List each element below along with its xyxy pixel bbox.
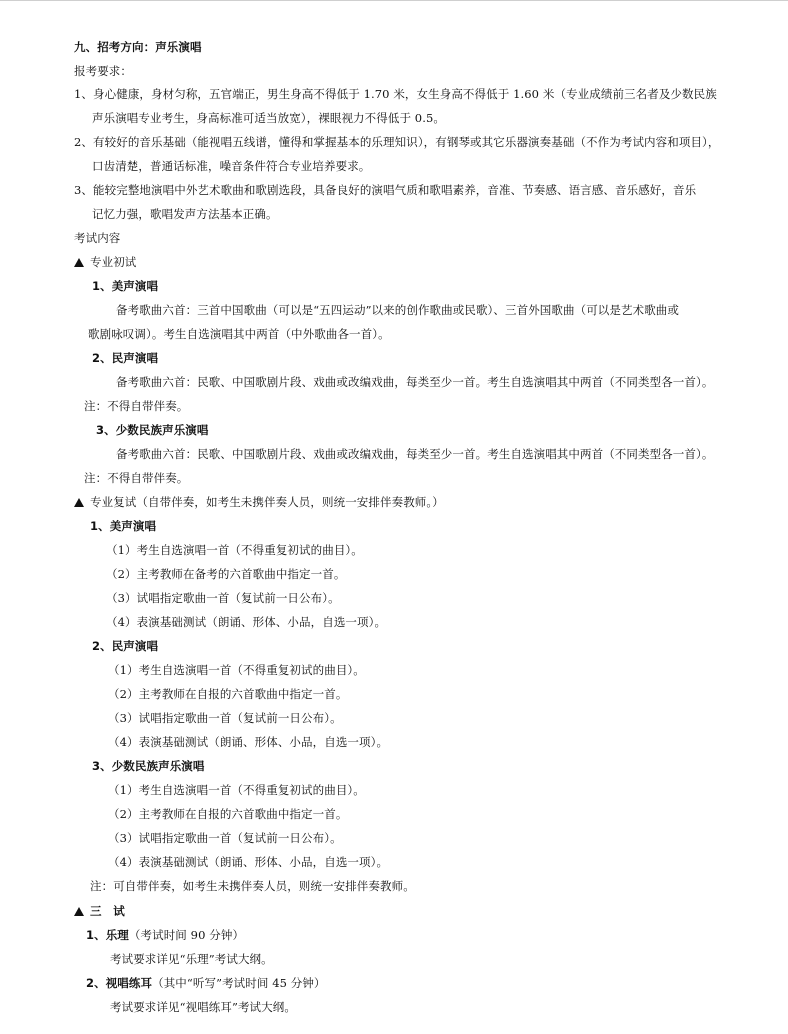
third-test-heading [74, 903, 125, 919]
retest-item-1-sub-2: （2）主考教师在备考的六首歌曲中指定一首。 [106, 567, 346, 581]
retest-item-3-sub-3: （3）试唱指定歌曲一首（复试前一日公布）。 [108, 831, 342, 845]
third-item-1-body: 考试要求详见“乐理”考试大纲。 [110, 952, 273, 966]
prelim-item-2-line-1: 备考歌曲六首：民歌、中国歌剧片段、戏曲或改编戏曲，每类至少一首。考生自选演唱其中两首（不同类型各一首）。 [116, 375, 714, 389]
retest-label: 专业复试（自带伴奏，如考生未携伴奏人员，则统一安排伴奏教师。） [90, 495, 444, 509]
retest-item-3-sub-4: （4）表演基础测试（朗诵、形体、小品，自选一项）。 [108, 855, 389, 869]
requirement-1-line-1: 1、身心健康，身材匀称，五官端正，男生身高不得低于 1.70 米，女生身高不得低于 1.60 米（专业成绩前三名者及少数民族 [74, 87, 717, 101]
requirement-1-line-2: 声乐演唱专业考生，身高标准可适当放宽），裸眼视力不得低于 0.5。 [92, 111, 445, 125]
prelim-item-1-title: 1、美声演唱 [92, 279, 159, 293]
retest-item-1-sub-3: （3）试唱指定歌曲一首（复试前一日公布）。 [106, 591, 340, 605]
exam-content-title: 考试内容 [74, 231, 121, 245]
requirement-2-line-2: 口齿清楚，普通话标准，噪音条件符合专业培养要求。 [92, 159, 371, 173]
requirement-2-line-1: 2、有较好的音乐基础（能视唱五线谱，懂得和掌握基本的乐理知识），有钢琴或其它乐器演奏基础（不作为考试内容和项目）， [74, 135, 720, 149]
retest-item-2-title: 2、民声演唱 [92, 639, 159, 653]
prelim-item-1-line-2: 歌剧咏叹调）。考生自选演唱其中两首（中外歌曲各一首）。 [88, 327, 390, 341]
requirements-title: 报考要求： [74, 64, 132, 78]
music-theory-duration: （考试时间 90 分钟） [128, 928, 245, 942]
triangle-bullet-icon [74, 258, 84, 267]
prelim-item-2-title: 2、民声演唱 [92, 351, 159, 365]
retest-item-3-title: 3、少数民族声乐演唱 [92, 759, 205, 773]
prelim-item-3-note: 注：不得自带伴奏。 [84, 471, 189, 485]
third-test-label: 三 试 [90, 904, 125, 918]
sight-singing-duration: （其中“听写”考试时间 45 分钟） [152, 976, 326, 990]
retest-item-2-sub-4: （4）表演基础测试（朗诵、形体、小品，自选一项）。 [108, 735, 389, 749]
prelim-item-3-title: 3、少数民族声乐演唱 [96, 423, 209, 437]
retest-note: 注：可自带伴奏，如考生未携伴奏人员，则统一安排伴奏教师。 [90, 879, 415, 893]
requirement-3-line-2: 记忆力强，歌唱发声方法基本正确。 [92, 207, 278, 221]
retest-item-2-sub-2: （2）主考教师在自报的六首歌曲中指定一首。 [108, 687, 348, 701]
third-item-2-body: 考试要求详见“视唱练耳”考试大纲。 [110, 1000, 296, 1014]
prelim-item-2-note: 注：不得自带伴奏。 [84, 399, 189, 413]
triangle-bullet-icon [74, 498, 84, 507]
music-theory-label: 1、乐理 [86, 928, 129, 942]
third-item-2-title [86, 975, 326, 991]
requirement-3-line-1: 3、能较完整地演唱中外艺术歌曲和歌剧选段，具备良好的演唱气质和歌唱素养，音准、节奏感、语言感、音乐感好，音乐 [74, 183, 697, 197]
retest-item-2-sub-1: （1）考生自选演唱一首（不得重复初试的曲目）。 [108, 663, 365, 677]
section-heading: 九、招考方向：声乐演唱 [74, 40, 202, 54]
retest-item-1-sub-4: （4）表演基础测试（朗诵、形体、小品，自选一项）。 [106, 615, 387, 629]
prelim-label: 专业初试 [90, 255, 137, 269]
retest-item-3-sub-2: （2）主考教师在自报的六首歌曲中指定一首。 [108, 807, 348, 821]
triangle-bullet-icon [74, 907, 84, 916]
retest-heading [74, 494, 444, 510]
third-item-1-title [86, 927, 244, 943]
prelim-heading [74, 254, 136, 270]
retest-item-2-sub-3: （3）试唱指定歌曲一首（复试前一日公布）。 [108, 711, 342, 725]
retest-item-1-sub-1: （1）考生自选演唱一首（不得重复初试的曲目）。 [106, 543, 363, 557]
retest-item-3-sub-1: （1）考生自选演唱一首（不得重复初试的曲目）。 [108, 783, 365, 797]
sight-singing-label: 2、视唱练耳 [86, 976, 153, 990]
prelim-item-3-line-1: 备考歌曲六首：民歌、中国歌剧片段、戏曲或改编戏曲，每类至少一首。考生自选演唱其中两首（不同类型各一首）。 [116, 447, 714, 461]
prelim-item-1-line-1: 备考歌曲六首：三首中国歌曲（可以是“五四运动”以来的创作歌曲或民歌）、三首外国歌曲（可以是艺术歌曲或 [116, 303, 680, 317]
retest-item-1-title: 1、美声演唱 [90, 519, 157, 533]
